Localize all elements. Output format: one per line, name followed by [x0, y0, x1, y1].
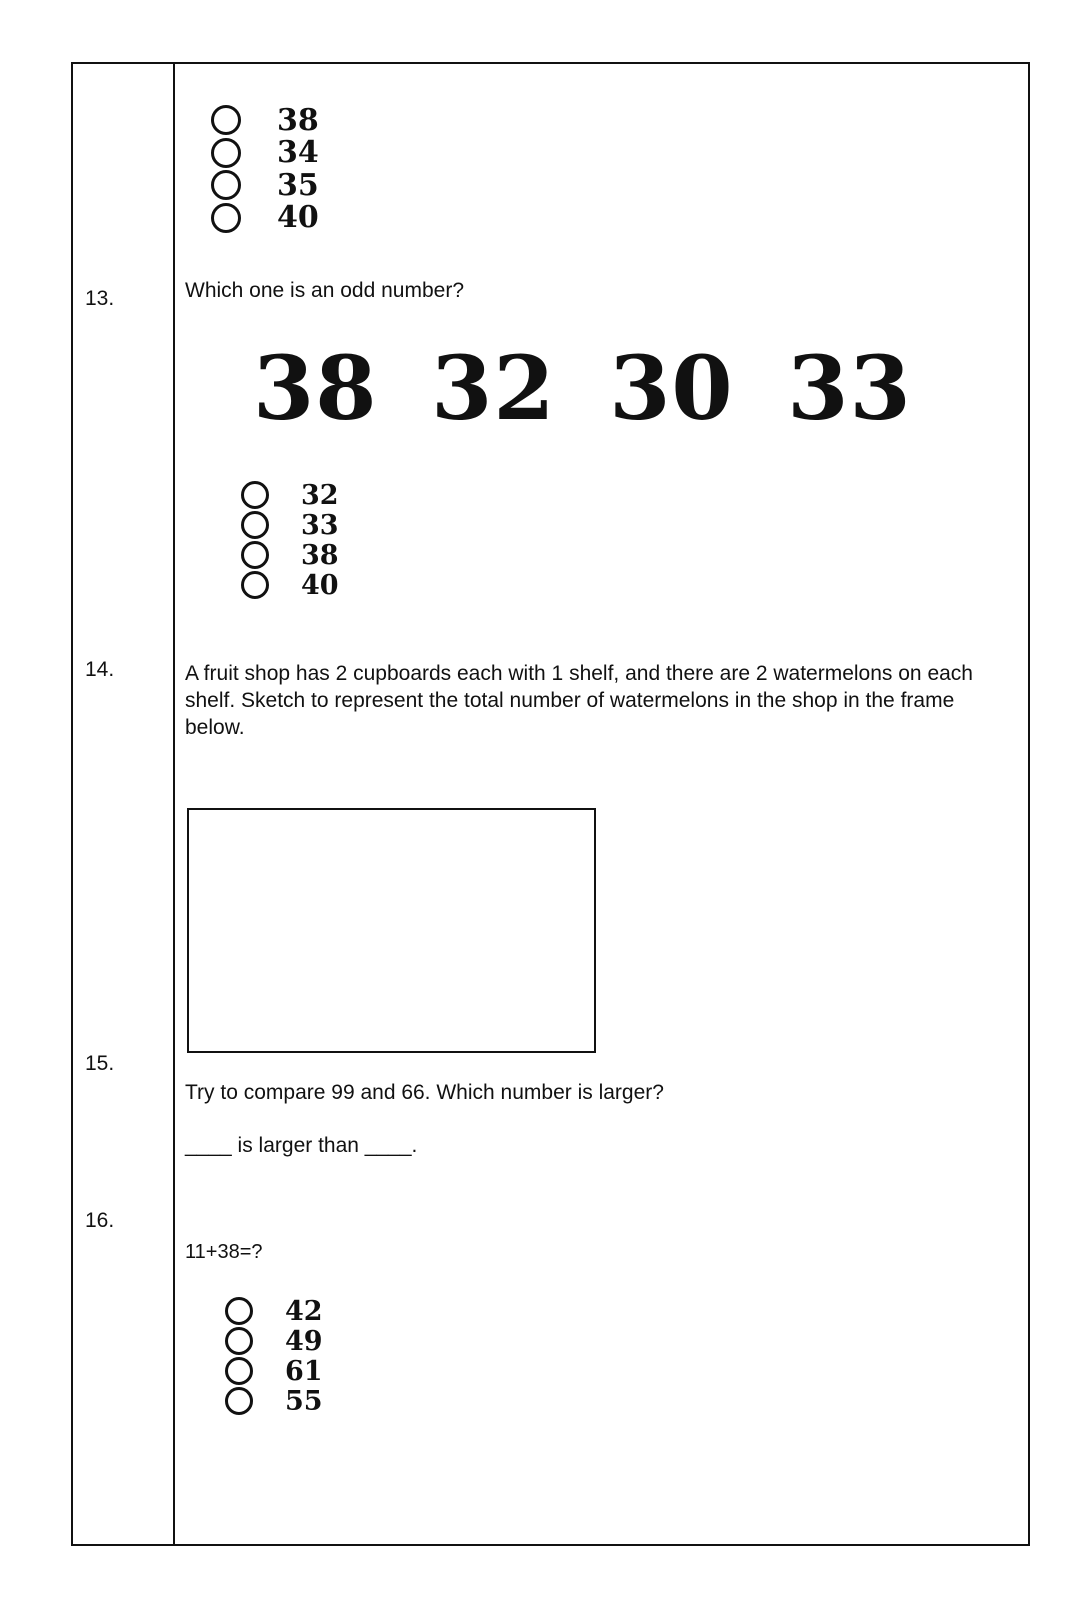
- q16-option-3[interactable]: [225, 1356, 323, 1386]
- option-label: 61: [285, 1355, 323, 1387]
- option-label: 38: [301, 539, 339, 571]
- radio-circle-icon[interactable]: [241, 571, 269, 599]
- option-label: 33: [301, 509, 339, 541]
- option-label: 40: [301, 569, 339, 601]
- q12-option-1[interactable]: [211, 104, 319, 137]
- radio-circle-icon[interactable]: [225, 1387, 253, 1415]
- q13-option-1[interactable]: [241, 480, 339, 510]
- option-label: 38: [277, 102, 319, 138]
- question-number-15: 15.: [85, 1052, 115, 1075]
- question-number-14: 14.: [85, 658, 115, 681]
- q12-options: [211, 104, 319, 234]
- q16-option-1[interactable]: [225, 1296, 323, 1326]
- question-15-text: Try to compare 99 and 66. Which number is larger?: [185, 1081, 664, 1104]
- q16-option-2[interactable]: [225, 1326, 323, 1356]
- radio-circle-icon[interactable]: [211, 170, 241, 200]
- radio-circle-icon[interactable]: [241, 481, 269, 509]
- question-number-16: 16.: [85, 1209, 115, 1232]
- radio-circle-icon[interactable]: [241, 541, 269, 569]
- option-label: 40: [277, 200, 319, 236]
- worksheet-frame: [71, 62, 1030, 1546]
- option-label: 55: [285, 1385, 323, 1417]
- question-16-text: 11+38=?: [185, 1241, 263, 1263]
- sketch-answer-frame[interactable]: [187, 808, 596, 1053]
- q13-option-4[interactable]: [241, 570, 339, 600]
- radio-circle-icon[interactable]: [241, 511, 269, 539]
- odd-number-choices-display: 38 32 30 33: [253, 336, 912, 440]
- question-number-13: 13.: [85, 287, 115, 310]
- question-15-fill-in[interactable]: ____ is larger than ____.: [185, 1134, 418, 1157]
- radio-circle-icon[interactable]: [225, 1357, 253, 1385]
- radio-circle-icon[interactable]: [211, 203, 241, 233]
- radio-circle-icon[interactable]: [225, 1327, 253, 1355]
- q13-option-3[interactable]: [241, 540, 339, 570]
- option-label: 32: [301, 479, 339, 511]
- option-label: 42: [285, 1295, 323, 1327]
- q13-option-2[interactable]: [241, 510, 339, 540]
- option-label: 49: [285, 1325, 323, 1357]
- option-label: 35: [277, 167, 319, 203]
- q16-options: [225, 1296, 323, 1416]
- q16-option-4[interactable]: [225, 1386, 323, 1416]
- q12-option-4[interactable]: [211, 202, 319, 235]
- q13-options: [241, 480, 339, 600]
- q12-option-2[interactable]: [211, 137, 319, 170]
- radio-circle-icon[interactable]: [211, 105, 241, 135]
- radio-circle-icon[interactable]: [225, 1297, 253, 1325]
- question-14-text: A fruit shop has 2 cupboards each with 1 shelf, and there are 2 watermelons on each shelf. Sketch to represent the total number of watermelons in the shop in the frame below.: [185, 662, 973, 739]
- option-label: 34: [277, 135, 319, 171]
- q12-option-3[interactable]: [211, 169, 319, 202]
- question-13-text: Which one is an odd number?: [185, 279, 464, 302]
- radio-circle-icon[interactable]: [211, 138, 241, 168]
- column-divider: [173, 64, 175, 1544]
